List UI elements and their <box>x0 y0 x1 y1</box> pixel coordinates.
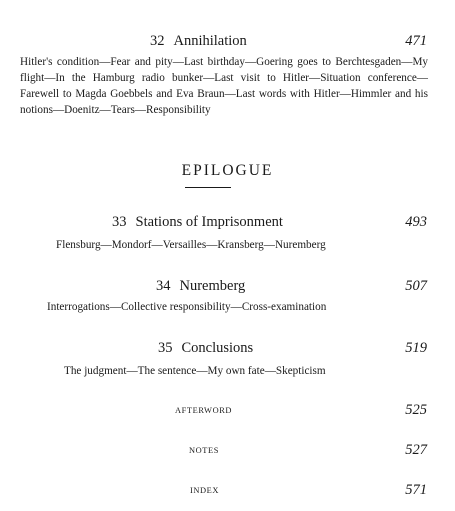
chapter-33-entry <box>0 214 455 234</box>
chapter-32-page: 471 <box>405 33 427 49</box>
chapter-34-description: Interrogations—Collective responsibility—Cross-examination <box>47 301 327 313</box>
chapter-32-entry <box>0 33 455 53</box>
chapter-32-heading <box>150 33 247 50</box>
afterword-page: 525 <box>405 402 427 418</box>
index-page: 571 <box>405 482 427 498</box>
chapter-34-entry <box>0 278 455 298</box>
chapter-35-title: Conclusions <box>181 340 254 356</box>
chapter-34-page: 507 <box>405 278 427 294</box>
chapter-32-title: Annihilation <box>173 33 247 49</box>
chapter-35-description: The judgment—The sentence—My own fate—Skepticism <box>64 365 326 377</box>
chapter-33-page: 493 <box>405 214 427 230</box>
chapter-34-heading <box>156 278 245 295</box>
chapter-32-number: 32 <box>150 33 165 49</box>
chapter-33-heading <box>112 214 283 231</box>
chapter-34-number: 34 <box>156 278 171 294</box>
afterword-title: AFTERWORD <box>175 406 233 415</box>
chapter-35-page: 519 <box>405 340 427 356</box>
section-heading-epilogue: EPILOGUE <box>181 162 274 179</box>
index-title: INDEX <box>190 486 220 495</box>
chapter-35-number: 35 <box>158 340 173 356</box>
chapter-33-number: 33 <box>112 214 127 230</box>
chapter-34-title: Nuremberg <box>179 278 246 294</box>
notes-title: NOTES <box>189 446 219 455</box>
chapter-35-entry <box>0 340 455 360</box>
section-heading-rule <box>185 187 231 188</box>
chapter-33-description: Flensburg—Mondorf—Versailles—Kransberg—Nuremberg <box>56 239 326 251</box>
chapter-32-description: Hitler's condition—Fear and pity—Last birthday—Goering goes to Berchtesgaden—My flight—In the Hamburg radio bunker—Last visit to Hitler—Situation conference—Farewell to Magda Goebbels and Eva Braun—Last words with Hitler—Himmler and his notions—Doenitz—Tears—Responsibility <box>20 56 428 116</box>
notes-page: 527 <box>405 442 427 458</box>
chapter-33-title: Stations of Imprisonment <box>135 214 283 230</box>
chapter-35-heading <box>158 340 253 357</box>
